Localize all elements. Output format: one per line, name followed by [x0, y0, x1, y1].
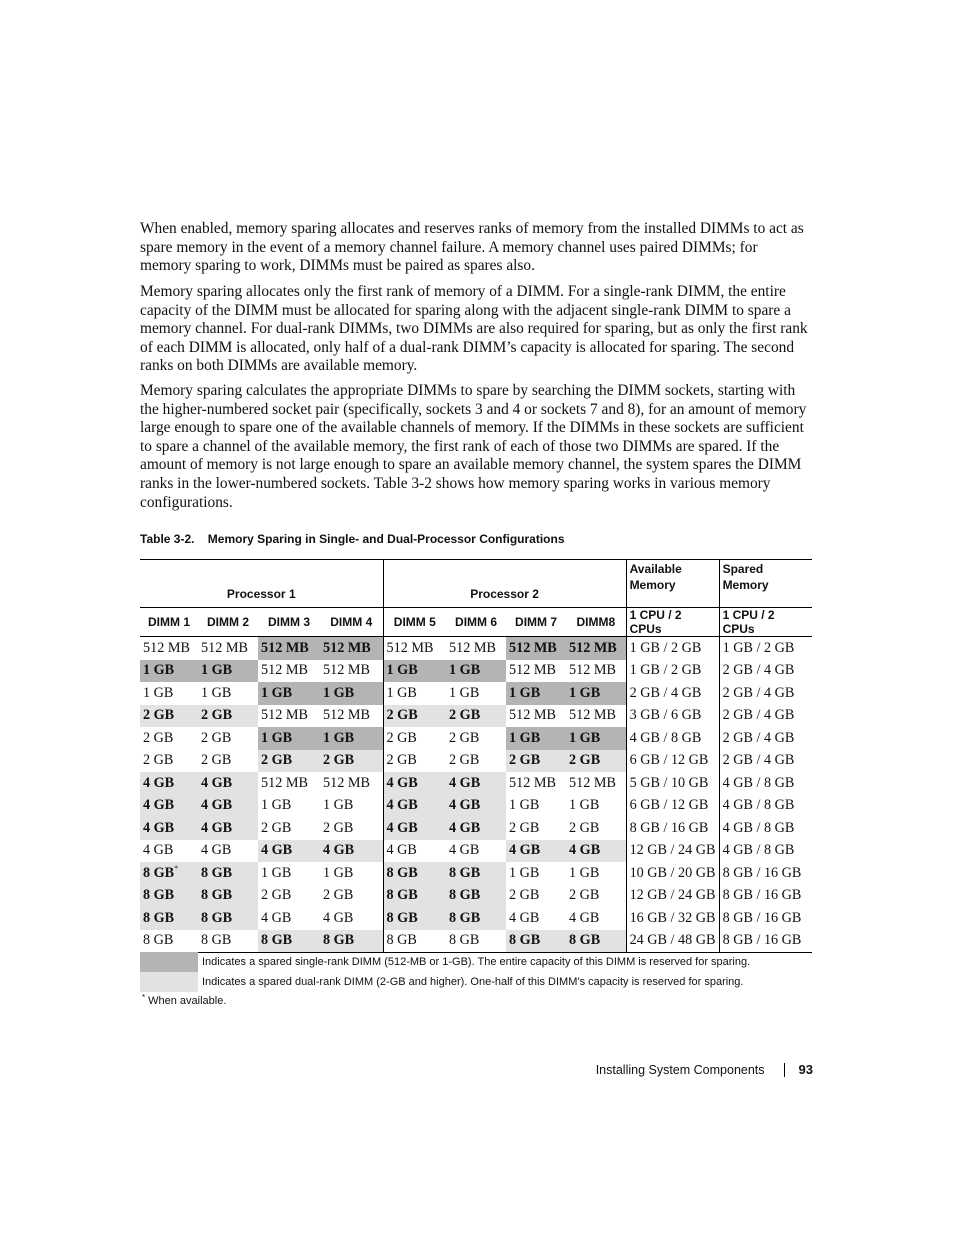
- column-header: DIMM 1: [140, 608, 198, 637]
- table-cell: 1 GB: [323, 864, 354, 881]
- table-cell: 2 GB: [449, 729, 480, 746]
- table-cell: 1 GB: [261, 797, 292, 814]
- spared-memory-header: Spared Memory: [719, 560, 812, 608]
- table-cell: 8 GB: [198, 862, 258, 885]
- table-cell: 512 MB: [261, 774, 308, 791]
- intro-paragraph: When enabled, memory sparing allocates and reserves ranks of memory from the installed DIMMs to act as spare memory in the event of a memory channel failure. A memory channel uses paired DIMMs; for memory sparing to work, DIMMs must be paired as spares also.: [140, 220, 804, 275]
- table-cell: 2 GB / 4 GB: [719, 727, 812, 750]
- column-header: 1 CPU / 2 CPUs: [626, 608, 719, 637]
- table-cell: 4 GB / 8 GB: [719, 795, 812, 818]
- column-header: DIMM 2: [198, 608, 258, 637]
- table-cell: 512 MB: [323, 707, 370, 724]
- footer-section-title: Installing System Components: [595, 1062, 765, 1077]
- table-cell: 512 MB: [569, 662, 616, 679]
- footnote-text: When available.: [148, 995, 227, 1007]
- table-cell: 8 GB: [140, 907, 198, 930]
- table-cell: 4 GB: [383, 772, 446, 795]
- table-cell: 2 GB: [506, 750, 566, 773]
- table-cell: 8 GB: [320, 930, 383, 953]
- table-cell: 2 GB: [383, 727, 446, 750]
- page-footer: [596, 1062, 813, 1077]
- table-cell: 1 GB: [566, 727, 626, 750]
- table-cell: 24 GB / 48 GB: [626, 930, 719, 953]
- processor2-header: Processor 2: [383, 560, 626, 608]
- table-cell: 2 GB: [201, 729, 232, 746]
- table-cell: 2 GB / 4 GB: [719, 705, 812, 728]
- table-cell: 3 GB / 6 GB: [626, 705, 719, 728]
- table-cell: 2 GB: [323, 819, 354, 836]
- table-cell: 1 GB: [201, 684, 232, 701]
- table-cell: 8 GB*: [140, 862, 198, 885]
- table-cell: 4 GB: [383, 840, 446, 863]
- table-cell: 2 GB: [261, 887, 292, 904]
- table-cell: 8 GB: [198, 930, 258, 953]
- table-cell: 512 MB: [509, 662, 556, 679]
- table-cell: 512 MB: [201, 639, 248, 656]
- legend-text: Indicates a spared dual-rank DIMM (2-GB and higher). One-half of this DIMM’s capacity is reserved for sparing.: [202, 976, 744, 988]
- table-cell: 16 GB / 32 GB: [626, 907, 719, 930]
- legend-text: Indicates a spared single-rank DIMM (512-MB or 1-GB). The entire capacity of this DIMM is reserved for sparing.: [202, 956, 751, 968]
- table-cell: 4 GB: [261, 909, 292, 926]
- table-row: [140, 727, 812, 750]
- table-cell: 8 GB / 16 GB: [719, 907, 812, 930]
- table-cell: 8 GB: [446, 885, 506, 908]
- table-cell: 8 GB: [506, 930, 566, 953]
- table-cell: 1 GB: [323, 797, 354, 814]
- table-row: [140, 637, 812, 660]
- table-cell: 512 MB: [569, 707, 616, 724]
- table-cell: 4 GB: [566, 840, 626, 863]
- table-cell: 1 GB: [506, 682, 566, 705]
- table-cell: 512 MB: [449, 639, 496, 656]
- table-row: [140, 660, 812, 683]
- table-cell: 1 GB: [506, 727, 566, 750]
- table-cell: 8 GB / 16 GB: [626, 817, 719, 840]
- single-rank-swatch: [140, 952, 198, 972]
- column-header: DIMM 4: [320, 608, 383, 637]
- table-cell: 8 GB / 16 GB: [719, 862, 812, 885]
- table-cell: 512 MB: [258, 637, 320, 660]
- table-cell: 8 GB: [446, 930, 506, 953]
- table-row: [140, 907, 812, 930]
- table-cell: 1 GB: [258, 727, 320, 750]
- table-cell: 12 GB / 24 GB: [626, 885, 719, 908]
- table-cell: 10 GB / 20 GB: [626, 862, 719, 885]
- table-cell: 8 GB: [383, 930, 446, 953]
- column-header: DIMM 7: [506, 608, 566, 637]
- table-cell: 512 MB: [566, 637, 626, 660]
- column-header: DIMM8: [566, 608, 626, 637]
- table-cell: 4 GB: [140, 795, 198, 818]
- table-cell: 8 GB: [383, 907, 446, 930]
- table-cell: 1 GB: [140, 660, 198, 683]
- processor1-header: Processor 1: [140, 560, 383, 608]
- table-cell: 2 GB: [320, 750, 383, 773]
- table-cell: 512 MB: [509, 774, 556, 791]
- footnote-mark: *: [174, 864, 179, 874]
- table-cell: 512 MB: [261, 662, 308, 679]
- table-cell: 4 GB: [383, 817, 446, 840]
- table-cell: 1 GB / 2 GB: [626, 637, 719, 660]
- table-cell: 1 GB: [258, 682, 320, 705]
- table-cell: 512 MB: [261, 707, 308, 724]
- table-cell: 2 GB: [383, 750, 446, 773]
- table-cell: 12 GB / 24 GB: [626, 840, 719, 863]
- table-cell: 8 GB: [446, 907, 506, 930]
- table-cell: 4 GB: [509, 909, 540, 926]
- table-cell: 2 GB: [509, 887, 540, 904]
- table-cell: 8 GB: [140, 885, 198, 908]
- table-cell: 1 GB: [509, 797, 540, 814]
- table-cell: 2 GB: [566, 750, 626, 773]
- dual-rank-swatch: [140, 972, 198, 992]
- legend-dual-rank: [140, 972, 743, 992]
- table-cell: 4 GB: [201, 842, 232, 859]
- table-cell: 8 GB: [198, 885, 258, 908]
- table-cell: 4 GB / 8 GB: [626, 727, 719, 750]
- table-cell: 8 GB: [446, 862, 506, 885]
- table-cell: 8 GB: [258, 930, 320, 953]
- table-cell: 2 GB / 4 GB: [626, 682, 719, 705]
- table-cell: 2 GB: [449, 752, 480, 769]
- available-memory-header: Available Memory: [626, 560, 719, 608]
- table-row: [140, 885, 812, 908]
- legend-single-rank: [140, 952, 750, 972]
- table-cell: 4 GB: [198, 795, 258, 818]
- table-cell: 1 GB: [383, 682, 446, 705]
- table-cell: 1 GB: [143, 684, 174, 701]
- table-row: [140, 772, 812, 795]
- column-header: 1 CPU / 2 CPUs: [719, 608, 812, 637]
- table-row: [140, 862, 812, 885]
- table-cell: 1 GB: [446, 660, 506, 683]
- table-cell: 8 GB: [140, 930, 198, 953]
- table-cell: 2 GB: [446, 705, 506, 728]
- table-cell: 2 GB: [569, 887, 600, 904]
- table-cell: 512 MB: [506, 637, 566, 660]
- table-cell: 2 GB: [143, 729, 174, 746]
- table-cell: 1 GB: [383, 660, 446, 683]
- sparing-paragraph: Memory sparing calculates the appropriate DIMMs to spare by searching the DIMM sockets, starting with the higher-numbered socket pair (specifically, sockets 3 and 4 or sockets 7 and 8), for an amount of memory large enough to spare one of the available channels of memory. If the DIMMs in these sockets are sufficient to spare a channel of the available memory, the first rank of each of those two DIMMs are spared. If the amount of memory is not large enough to spare an available memory channel, the system spares the DIMM ranks in the lower-numbered sockets. Table 3-2 shows how memory sparing works in various memory configurations.: [140, 382, 807, 511]
- table-cell: 4 GB: [320, 840, 383, 863]
- footnote: [142, 993, 226, 1007]
- table-row: [140, 817, 812, 840]
- page-number: 93: [798, 1062, 813, 1077]
- table-cell: 2 GB: [198, 705, 258, 728]
- table-row: [140, 705, 812, 728]
- table-row: [140, 682, 812, 705]
- table-cell: 2 GB / 4 GB: [719, 682, 812, 705]
- table-cell: 2 GB / 4 GB: [719, 660, 812, 683]
- table-cell: 4 GB / 8 GB: [719, 817, 812, 840]
- table-cell: 1 GB: [569, 864, 600, 881]
- table-cell: 4 GB: [446, 817, 506, 840]
- table-cell: 1 GB: [198, 660, 258, 683]
- table-cell: 8 GB / 16 GB: [719, 930, 812, 953]
- table-cell: 1 GB: [449, 684, 480, 701]
- table-cell: 4 GB: [446, 772, 506, 795]
- footer-divider: [784, 1063, 785, 1077]
- table-cell: 4 GB: [140, 772, 198, 795]
- column-header: DIMM 6: [446, 608, 506, 637]
- table-cell: 1 GB: [509, 864, 540, 881]
- table-row: [140, 930, 812, 953]
- table-cell: 4 GB: [506, 840, 566, 863]
- table-cell: 512 MB: [143, 639, 190, 656]
- memory-sparing-table: [140, 559, 812, 953]
- footnote-mark: *: [142, 993, 146, 1002]
- table-cell: 8 GB / 16 GB: [719, 885, 812, 908]
- table-cell: 2 GB: [143, 752, 174, 769]
- table-cell: 4 GB: [258, 840, 320, 863]
- table-cell: 5 GB / 10 GB: [626, 772, 719, 795]
- table-cell: 2 GB: [323, 887, 354, 904]
- table-cell: 512 MB: [509, 707, 556, 724]
- table-cell: 1 GB: [566, 682, 626, 705]
- table-cell: 2 GB: [201, 752, 232, 769]
- table-cell: 4 GB: [446, 795, 506, 818]
- table-cell: 2 GB: [261, 819, 292, 836]
- table-cell: 2 GB: [383, 705, 446, 728]
- table-cell: 8 GB: [566, 930, 626, 953]
- table-cell: 4 GB / 8 GB: [719, 840, 812, 863]
- rank-paragraph: Memory sparing allocates only the first rank of memory of a DIMM. For a single-rank DIMM, the entire capacity of the DIMM must be allocated for sparing along with the adjacent single-rank DIMM to spare a memory channel. For dual-rank DIMMs, two DIMMs are also required for sparing, but as only the first rank of each DIMM is allocated, only half of a dual-rank DIMM’s capacity is allocated for sparing. The second ranks on both DIMMs are available memory.: [140, 283, 808, 375]
- table-cell: 4 GB: [198, 817, 258, 840]
- table-cell: 2 GB: [569, 819, 600, 836]
- table-cell: 512 MB: [320, 637, 383, 660]
- table-caption: Table 3-2. Memory Sparing in Single- and Dual-Processor Configurations: [140, 532, 565, 546]
- table-cell: 4 GB: [569, 909, 600, 926]
- table-row: [140, 795, 812, 818]
- table-cell: 8 GB: [383, 862, 446, 885]
- table-cell: 4 GB: [449, 842, 480, 859]
- table-cell: 6 GB / 12 GB: [626, 750, 719, 773]
- table-cell: 8 GB: [383, 885, 446, 908]
- table-cell: 1 GB / 2 GB: [626, 660, 719, 683]
- table-cell: 1 GB / 2 GB: [719, 637, 812, 660]
- table-cell: 1 GB: [261, 864, 292, 881]
- table-cell: 1 GB: [320, 682, 383, 705]
- table-cell: 1 GB: [320, 727, 383, 750]
- table-row: [140, 750, 812, 773]
- table-cell: 512 MB: [323, 774, 370, 791]
- table-cell: 1 GB: [569, 797, 600, 814]
- table-cell: 512 MB: [383, 637, 446, 660]
- table-cell: 2 GB: [140, 705, 198, 728]
- table-cell: 2 GB: [509, 819, 540, 836]
- table-cell: 4 GB: [198, 772, 258, 795]
- table-cell: 512 MB: [323, 662, 370, 679]
- table-cell: 2 GB: [258, 750, 320, 773]
- table-cell: 512 MB: [569, 774, 616, 791]
- table-cell: 4 GB: [143, 842, 174, 859]
- table-cell: 4 GB: [383, 795, 446, 818]
- column-header: DIMM 3: [258, 608, 320, 637]
- table-cell: 8 GB: [198, 907, 258, 930]
- column-header: DIMM 5: [383, 608, 446, 637]
- table-cell: 4 GB / 8 GB: [719, 772, 812, 795]
- table-cell: 4 GB: [323, 909, 354, 926]
- table-cell: 2 GB / 4 GB: [719, 750, 812, 773]
- table-cell: 6 GB / 12 GB: [626, 795, 719, 818]
- table-cell: 4 GB: [140, 817, 198, 840]
- table-row: [140, 840, 812, 863]
- column-header-row: [140, 608, 812, 637]
